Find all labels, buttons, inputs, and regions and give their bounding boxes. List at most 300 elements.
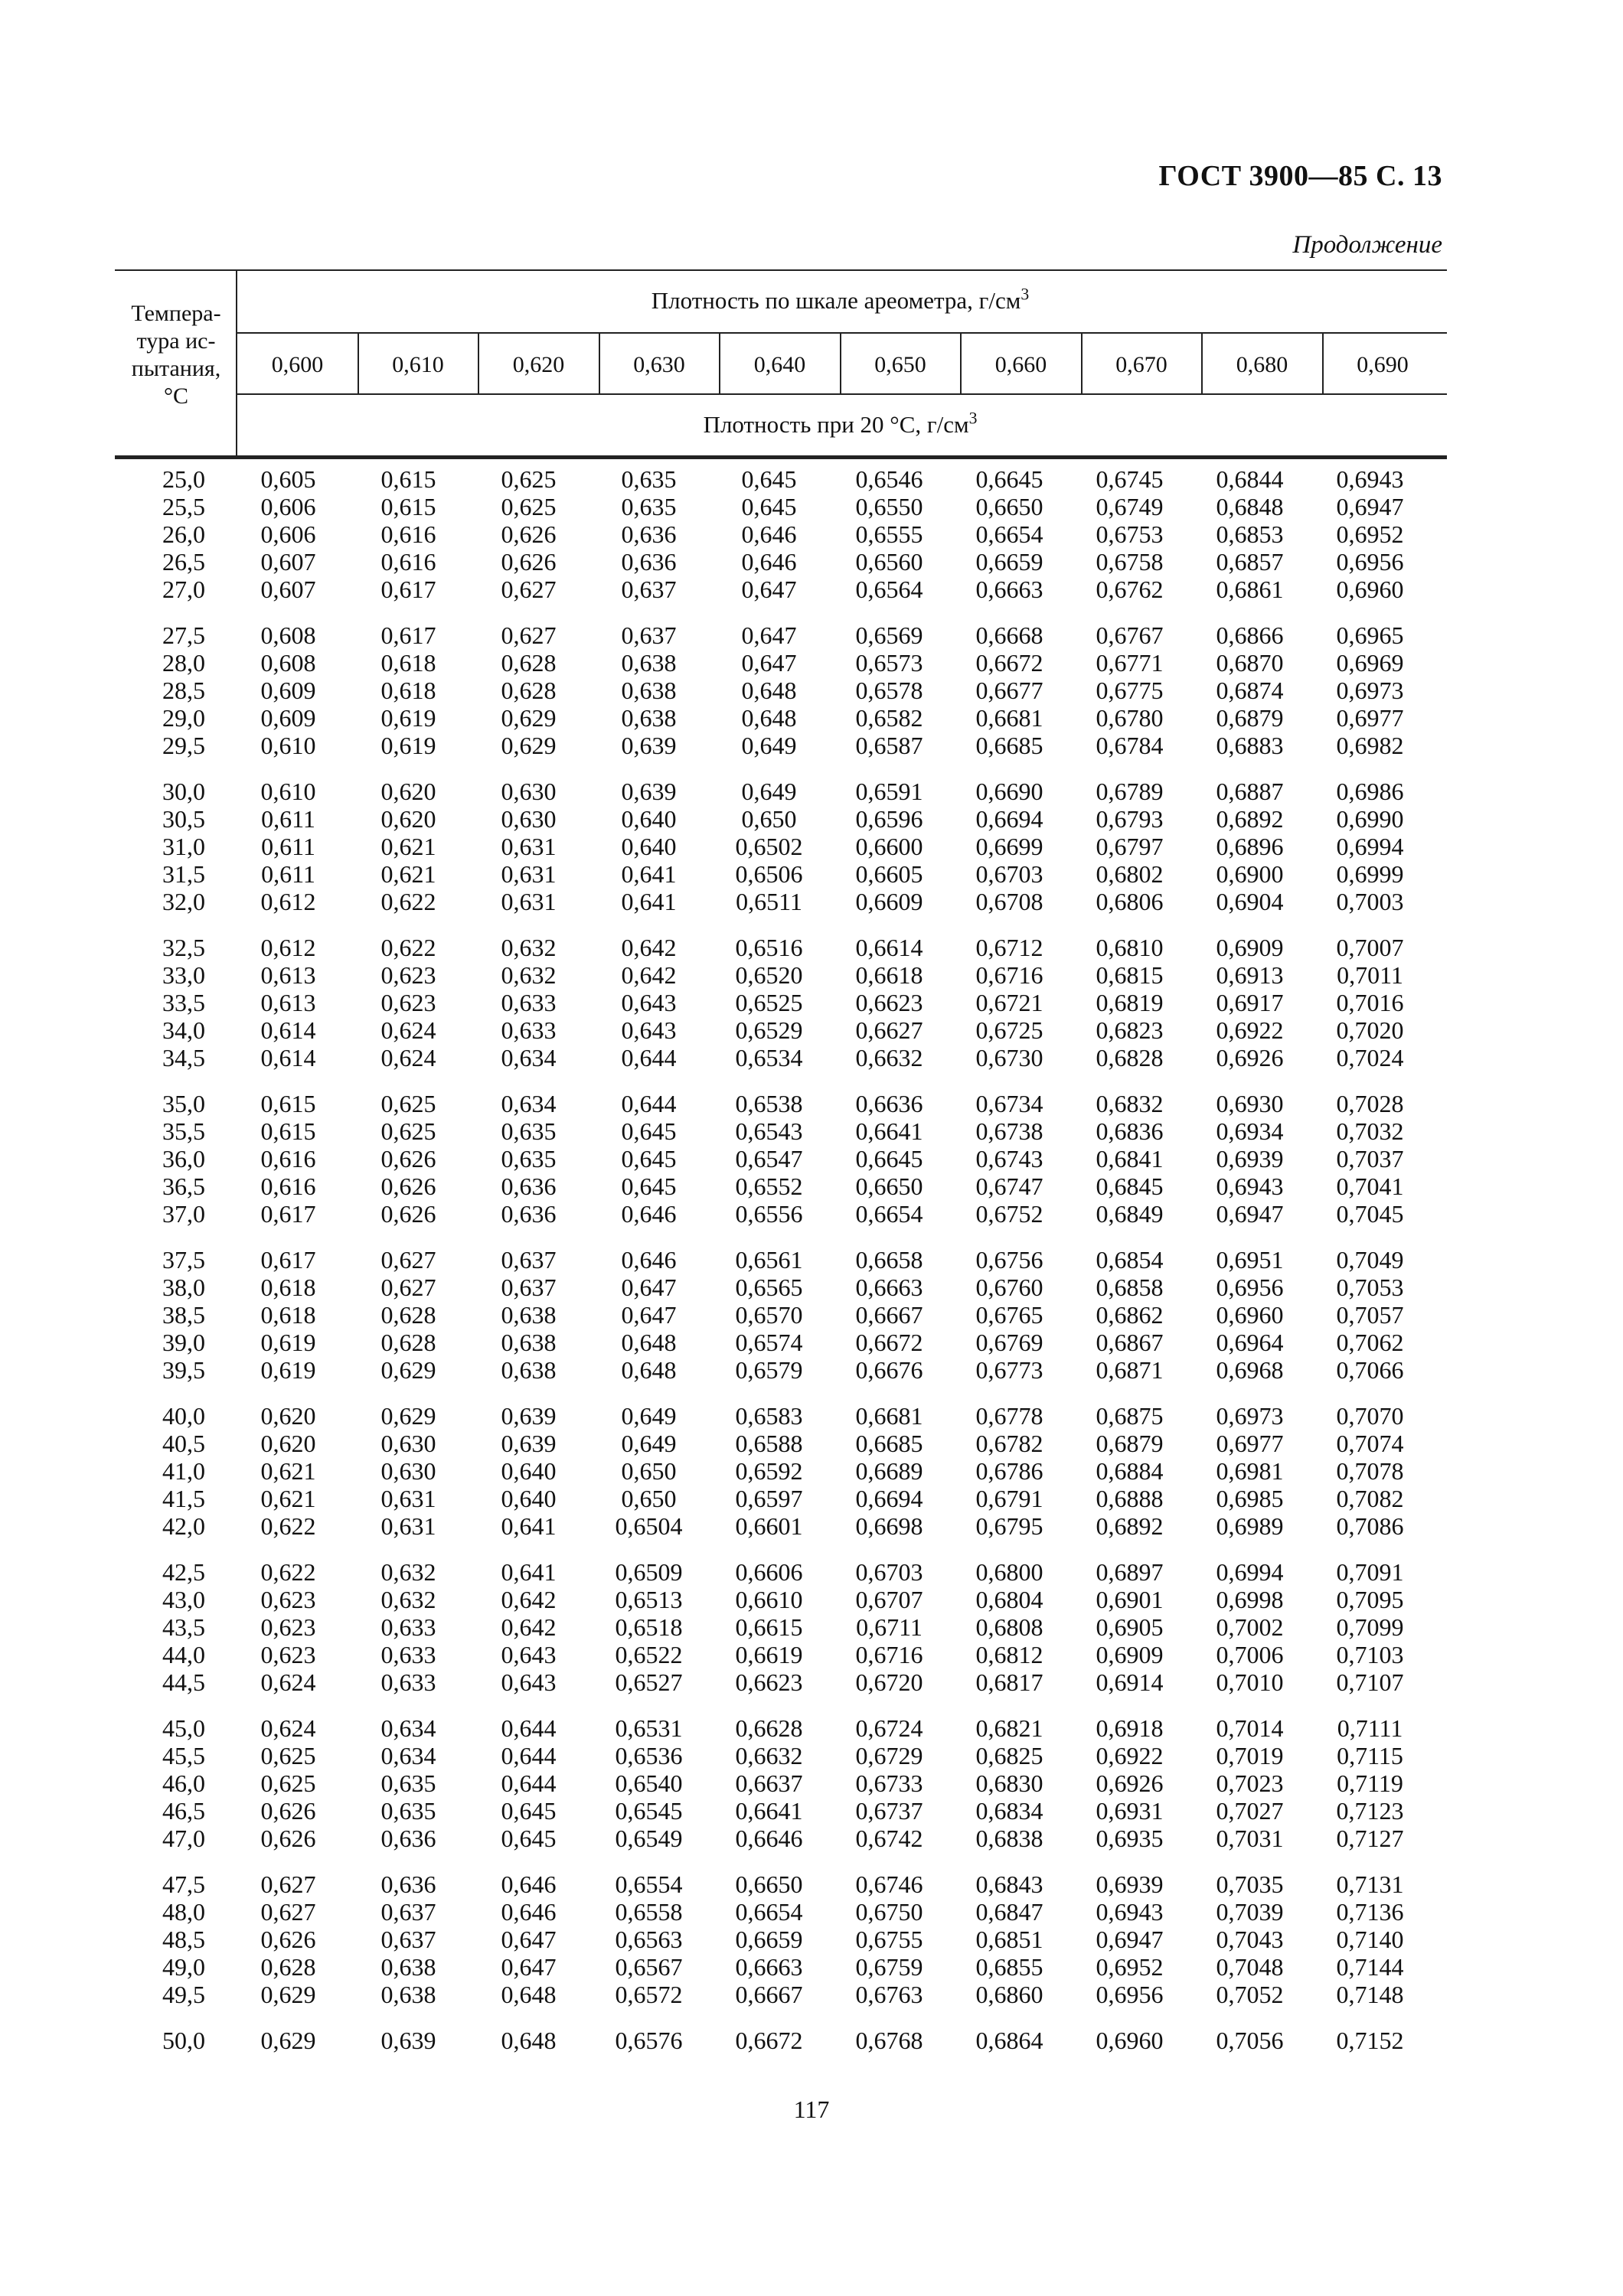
temperature-cell: 30,0 (162, 778, 205, 805)
density-cell: 0,615 (380, 465, 436, 493)
density-cell: 0,7052 (1216, 1981, 1284, 2008)
density-cell: 0,6502 (735, 833, 803, 860)
density-cell: 0,7086 (1336, 1512, 1404, 1540)
density-cell: 0,6935 (1096, 1825, 1164, 1852)
density-cell: 0,6712 (975, 934, 1043, 961)
density-cell: 0,644 (621, 1090, 677, 1117)
density-cell: 0,641 (501, 1558, 557, 1586)
density-cell: 0,6812 (975, 1641, 1043, 1668)
density-cell: 0,6875 (1096, 1402, 1164, 1430)
density-cell: 0,646 (501, 1870, 557, 1898)
density-cell: 0,611 (261, 805, 315, 833)
density-cell: 0,618 (380, 677, 436, 704)
density-column-header: 0,690 (1357, 352, 1409, 377)
density-cell: 0,6573 (855, 649, 923, 677)
density-cell: 0,6730 (975, 1044, 1043, 1071)
density-cell: 0,7062 (1336, 1329, 1404, 1356)
density-cell: 0,621 (260, 1485, 316, 1512)
density-cell: 0,633 (501, 989, 557, 1016)
density-cell: 0,7078 (1336, 1457, 1404, 1485)
density-cell: 0,6610 (735, 1586, 803, 1613)
density-cell: 0,616 (260, 1145, 316, 1172)
density-cell: 0,611 (261, 860, 315, 888)
density-cell: 0,6520 (735, 961, 803, 989)
table-row (115, 1246, 1447, 1274)
density-cell: 0,6636 (855, 1090, 923, 1117)
density-cell: 0,646 (741, 548, 797, 576)
density-cell: 0,6637 (735, 1769, 803, 1797)
row-group (115, 2027, 1447, 2054)
density-cell: 0,7023 (1216, 1769, 1284, 1797)
density-cell: 0,6952 (1096, 1953, 1164, 1981)
density-cell: 0,608 (260, 649, 316, 677)
density-cell: 0,6746 (855, 1870, 923, 1898)
temp-header-line: пытания, (131, 356, 221, 381)
density-cell: 0,620 (380, 778, 436, 805)
density-cell: 0,606 (260, 493, 316, 520)
density-cell: 0,635 (621, 465, 677, 493)
temperature-cell: 25,0 (162, 465, 205, 493)
density-cell: 0,7020 (1336, 1016, 1404, 1044)
density-cell: 0,645 (621, 1117, 677, 1145)
table-row (115, 1430, 1447, 1457)
density-cell: 0,6628 (735, 1714, 803, 1742)
temperature-cell: 47,5 (162, 1870, 205, 1898)
density-cell: 0,639 (380, 2027, 436, 2054)
density-cell: 0,6703 (855, 1558, 923, 1586)
hydrometer-density-header-text: Плотность по шкале ареометра, г/см (651, 287, 1021, 314)
density-cell: 0,7028 (1336, 1090, 1404, 1117)
density-cell: 0,6821 (975, 1714, 1043, 1742)
density-cell: 0,6960 (1336, 576, 1404, 603)
density-cell: 0,642 (501, 1586, 557, 1613)
hydrometer-density-header (237, 287, 1443, 315)
density-cell: 0,636 (380, 1870, 436, 1898)
density-cell: 0,615 (380, 493, 436, 520)
density-cell: 0,6565 (735, 1274, 803, 1301)
density-cell: 0,6943 (1216, 1172, 1284, 1200)
density-cell: 0,627 (260, 1898, 316, 1926)
temperature-cell: 43,0 (162, 1586, 205, 1613)
density-cell: 0,6672 (855, 1329, 923, 1356)
table-row (115, 732, 1447, 759)
density-cell: 0,610 (260, 778, 316, 805)
density-cell: 0,628 (501, 677, 557, 704)
density-cell: 0,7027 (1216, 1797, 1284, 1825)
density-cell: 0,634 (380, 1714, 436, 1742)
group-header-rule (237, 332, 1447, 334)
density-cell: 0,626 (260, 1797, 316, 1825)
density-cell: 0,625 (380, 1090, 436, 1117)
density-cell: 0,6791 (975, 1485, 1043, 1512)
table-row (115, 1668, 1447, 1696)
density-cell: 0,648 (501, 2027, 557, 2054)
density-cell: 0,7031 (1216, 1825, 1284, 1852)
density-cell: 0,7103 (1336, 1641, 1404, 1668)
density-cell: 0,6982 (1336, 732, 1404, 759)
density-cell: 0,6862 (1096, 1301, 1164, 1329)
density-cell: 0,6716 (975, 961, 1043, 989)
density-cell: 0,635 (501, 1117, 557, 1145)
density-cell: 0,6677 (975, 677, 1043, 704)
density-cell: 0,628 (380, 1329, 436, 1356)
density-cell: 0,6797 (1096, 833, 1164, 860)
density-cell: 0,614 (260, 1044, 316, 1071)
density-cell: 0,6614 (855, 934, 923, 961)
density-cell: 0,6659 (975, 548, 1043, 576)
density-cell: 0,6698 (855, 1512, 923, 1540)
density-cell: 0,631 (380, 1485, 436, 1512)
density-cell: 0,627 (501, 576, 557, 603)
density-cell: 0,644 (621, 1044, 677, 1071)
density-cell: 0,6668 (975, 621, 1043, 649)
density-cell: 0,632 (501, 934, 557, 961)
density-cell: 0,6716 (855, 1641, 923, 1668)
temperature-cell: 26,0 (162, 520, 205, 548)
density-cell: 0,6729 (855, 1742, 923, 1769)
table-row (115, 1586, 1447, 1613)
density-cell: 0,6857 (1216, 548, 1284, 576)
density-cell: 0,6560 (855, 548, 923, 576)
table-row (115, 548, 1447, 576)
density-cell: 0,7003 (1336, 888, 1404, 915)
density-cell: 0,647 (501, 1953, 557, 1981)
density-cell: 0,6836 (1096, 1117, 1164, 1145)
density-cell: 0,6547 (735, 1145, 803, 1172)
density-cell: 0,6887 (1216, 778, 1284, 805)
table-row (115, 1117, 1447, 1145)
density-cell: 0,7053 (1336, 1274, 1404, 1301)
table-row (115, 1558, 1447, 1586)
density-cell: 0,6897 (1096, 1558, 1164, 1586)
density-cell: 0,6755 (855, 1926, 923, 1953)
density-cell: 0,607 (260, 548, 316, 576)
density-cell: 0,649 (621, 1402, 677, 1430)
density-cell: 0,6956 (1336, 548, 1404, 576)
table-row (115, 934, 1447, 961)
density-cell: 0,616 (380, 548, 436, 576)
table-body (115, 465, 1447, 2073)
density-cell: 0,6780 (1096, 704, 1164, 732)
density-cell: 0,6550 (855, 493, 923, 520)
density-cell: 0,6725 (975, 1016, 1043, 1044)
density-cell: 0,6998 (1216, 1586, 1284, 1613)
density-cell: 0,6994 (1216, 1558, 1284, 1586)
density-cell: 0,635 (380, 1769, 436, 1797)
density-cell: 0,6917 (1216, 989, 1284, 1016)
density-cell: 0,6619 (735, 1641, 803, 1668)
density-cell: 0,6844 (1216, 465, 1284, 493)
density-cell: 0,7095 (1336, 1586, 1404, 1613)
density-cell: 0,6738 (975, 1117, 1043, 1145)
density-cell: 0,6845 (1096, 1172, 1164, 1200)
density-cell: 0,6563 (615, 1926, 683, 1953)
density-cell: 0,6931 (1096, 1797, 1164, 1825)
density-cell: 0,631 (501, 833, 557, 860)
density-cell: 0,646 (741, 520, 797, 548)
density-cell: 0,609 (260, 677, 316, 704)
temperature-cell: 33,5 (162, 989, 205, 1016)
density-cell: 0,6922 (1216, 1016, 1284, 1044)
density-cell: 0,7136 (1336, 1898, 1404, 1926)
table-row (115, 1274, 1447, 1301)
density-cell: 0,620 (260, 1430, 316, 1457)
density-cell: 0,638 (380, 1953, 436, 1981)
density-cell: 0,642 (621, 934, 677, 961)
temperature-cell: 41,5 (162, 1485, 205, 1512)
density-cell: 0,7152 (1336, 2027, 1404, 2054)
density-cell: 0,630 (501, 778, 557, 805)
density-cell: 0,6960 (1096, 2027, 1164, 2054)
density-cell: 0,633 (380, 1613, 436, 1641)
density-column-header: 0,660 (994, 352, 1047, 377)
density-cell: 0,629 (380, 1402, 436, 1430)
table-row (115, 1797, 1447, 1825)
density-cell: 0,7119 (1337, 1769, 1403, 1797)
density-cell: 0,612 (260, 934, 316, 961)
density-cell: 0,637 (380, 1898, 436, 1926)
temperature-cell: 26,5 (162, 548, 205, 576)
density-cell: 0,622 (380, 888, 436, 915)
temperature-cell: 50,0 (162, 2027, 205, 2054)
density-cell: 0,632 (380, 1558, 436, 1586)
density-cell: 0,6555 (855, 520, 923, 548)
density-cell: 0,7035 (1216, 1870, 1284, 1898)
density-cell: 0,6771 (1096, 649, 1164, 677)
density-cell: 0,6977 (1336, 704, 1404, 732)
density-cell: 0,6694 (975, 805, 1043, 833)
density-cell: 0,6597 (735, 1485, 803, 1512)
density-cell: 0,619 (260, 1329, 316, 1356)
density-cell: 0,638 (501, 1356, 557, 1384)
density-cell: 0,6956 (1216, 1274, 1284, 1301)
density-cell: 0,6667 (855, 1301, 923, 1329)
density-column-header: 0,620 (512, 352, 565, 377)
density-cell: 0,624 (380, 1016, 436, 1044)
temperature-cell: 47,0 (162, 1825, 205, 1852)
temperature-cell: 48,5 (162, 1926, 205, 1953)
density-cell: 0,6847 (975, 1898, 1043, 1926)
table-row (115, 888, 1447, 915)
density-cell: 0,7070 (1336, 1402, 1404, 1430)
density-cell: 0,6784 (1096, 732, 1164, 759)
density-cell: 0,649 (621, 1430, 677, 1457)
density-cell: 0,617 (380, 621, 436, 649)
density-cell: 0,6708 (975, 888, 1043, 915)
density-cell: 0,6828 (1096, 1044, 1164, 1071)
density-cell: 0,6659 (735, 1926, 803, 1953)
table-row (115, 1926, 1447, 1953)
density-cell: 0,623 (380, 989, 436, 1016)
density-cell: 0,633 (501, 1016, 557, 1044)
density-cell: 0,6800 (975, 1558, 1043, 1586)
temperature-cell: 30,5 (162, 805, 205, 833)
density-cell: 0,6922 (1096, 1742, 1164, 1769)
density-cell: 0,647 (621, 1301, 677, 1329)
density-cell: 0,6615 (735, 1613, 803, 1641)
density-cell: 0,619 (260, 1356, 316, 1384)
density-cell: 0,7127 (1336, 1825, 1404, 1852)
density-cell: 0,6658 (855, 1246, 923, 1274)
density-cell: 0,615 (260, 1090, 316, 1117)
density-cell: 0,611 (261, 833, 315, 860)
density-cell: 0,636 (380, 1825, 436, 1852)
density-cell: 0,635 (380, 1797, 436, 1825)
table-header-bottom-rule (115, 455, 1447, 459)
density-cell: 0,618 (380, 649, 436, 677)
density-cell: 0,6892 (1216, 805, 1284, 833)
density-cell: 0,6768 (855, 2027, 923, 2054)
density-cell: 0,641 (501, 1512, 557, 1540)
density-cell: 0,636 (621, 520, 677, 548)
density-column-header: 0,640 (753, 352, 806, 377)
density-cell: 0,6999 (1336, 860, 1404, 888)
density-cell: 0,6681 (855, 1402, 923, 1430)
density-cell: 0,6667 (735, 1981, 803, 2008)
temperature-cell: 33,0 (162, 961, 205, 989)
temperature-cell: 39,0 (162, 1329, 205, 1356)
density-cell: 0,609 (260, 704, 316, 732)
density-cell: 0,6699 (975, 833, 1043, 860)
density-cell: 0,6853 (1216, 520, 1284, 548)
density-cell: 0,607 (260, 576, 316, 603)
temperature-cell: 48,0 (162, 1898, 205, 1926)
density-cell: 0,6823 (1096, 1016, 1164, 1044)
density-cell: 0,619 (380, 704, 436, 732)
temperature-cell: 34,0 (162, 1016, 205, 1044)
continuation-label: Продолжение (1292, 231, 1442, 259)
density-cell: 0,6663 (855, 1274, 923, 1301)
density-cell: 0,6913 (1216, 961, 1284, 989)
density-cell: 0,6564 (855, 576, 923, 603)
temperature-cell: 35,0 (162, 1090, 205, 1117)
density-cell: 0,6879 (1216, 704, 1284, 732)
density-cell: 0,618 (260, 1274, 316, 1301)
density-cell: 0,6645 (855, 1145, 923, 1172)
density-cell: 0,6789 (1096, 778, 1164, 805)
density-cell: 0,647 (741, 649, 797, 677)
temperature-cell: 28,0 (162, 649, 205, 677)
density-cell: 0,613 (260, 961, 316, 989)
density-cell: 0,6968 (1216, 1356, 1284, 1384)
temperature-cell: 41,0 (162, 1457, 205, 1485)
density-cell: 0,7045 (1336, 1200, 1404, 1228)
density-cell: 0,6588 (735, 1430, 803, 1457)
density-cell: 0,622 (380, 934, 436, 961)
density-cell: 0,629 (380, 1356, 436, 1384)
table-row (115, 860, 1447, 888)
density-cell: 0,6650 (855, 1172, 923, 1200)
density-cell: 0,6543 (735, 1117, 803, 1145)
table-row (115, 1769, 1447, 1797)
density-cell: 0,626 (260, 1825, 316, 1852)
density-cell: 0,6513 (615, 1586, 683, 1613)
density-cell: 0,639 (621, 778, 677, 805)
temperature-cell: 42,5 (162, 1558, 205, 1586)
density-cell: 0,6866 (1216, 621, 1284, 649)
temperature-cell: 25,5 (162, 493, 205, 520)
density-cell: 0,6888 (1096, 1485, 1164, 1512)
density-cell: 0,6681 (975, 704, 1043, 732)
density-cell: 0,631 (501, 888, 557, 915)
density-cell: 0,7043 (1216, 1926, 1284, 1953)
table-row (115, 961, 1447, 989)
density-cell: 0,636 (501, 1172, 557, 1200)
density-cell: 0,643 (501, 1668, 557, 1696)
density-cell: 0,6851 (975, 1926, 1043, 1953)
density-at-20-header-text: Плотность при 20 °С, г/см (703, 411, 969, 438)
density-cell: 0,7123 (1336, 1797, 1404, 1825)
row-group (115, 621, 1447, 759)
density-cell: 0,6650 (975, 493, 1043, 520)
density-cell: 0,630 (380, 1457, 436, 1485)
density-cell: 0,6623 (855, 989, 923, 1016)
density-cell: 0,6819 (1096, 989, 1164, 1016)
density-cell: 0,626 (260, 1926, 316, 1953)
density-cell: 0,6583 (735, 1402, 803, 1430)
temperature-cell: 49,5 (162, 1981, 205, 2008)
density-cell: 0,641 (621, 888, 677, 915)
table-row (115, 833, 1447, 860)
density-cell: 0,6926 (1096, 1769, 1164, 1797)
density-cell: 0,6909 (1096, 1641, 1164, 1668)
table-row (115, 1512, 1447, 1540)
density-cell: 0,7007 (1336, 934, 1404, 961)
density-cell: 0,7115 (1337, 1742, 1403, 1769)
density-cell: 0,7074 (1336, 1430, 1404, 1457)
density-cell: 0,6806 (1096, 888, 1164, 915)
temperature-cell: 36,0 (162, 1145, 205, 1172)
row-group (115, 1714, 1447, 1852)
density-cell: 0,7066 (1336, 1356, 1404, 1384)
table-row (115, 1016, 1447, 1044)
density-cell: 0,648 (621, 1356, 677, 1384)
table-row (115, 2027, 1447, 2054)
density-cell: 0,649 (741, 732, 797, 759)
density-cell: 0,637 (380, 1926, 436, 1953)
density-cell: 0,6773 (975, 1356, 1043, 1384)
density-cell: 0,6896 (1216, 833, 1284, 860)
density-cell: 0,6511 (736, 888, 802, 915)
density-cell: 0,634 (501, 1090, 557, 1117)
table-row (115, 1898, 1447, 1926)
density-cell: 0,627 (260, 1870, 316, 1898)
table-row (115, 805, 1447, 833)
density-cell: 0,6632 (735, 1742, 803, 1769)
density-cell: 0,6810 (1096, 934, 1164, 961)
density-cell: 0,621 (380, 833, 436, 860)
density-cell: 0,6879 (1096, 1430, 1164, 1457)
density-cell: 0,6707 (855, 1586, 923, 1613)
density-cell: 0,639 (501, 1402, 557, 1430)
density-column-header: 0,600 (271, 352, 324, 377)
temp-header-line: °С (163, 383, 188, 409)
density-cell: 0,641 (621, 860, 677, 888)
density-cell: 0,6685 (855, 1430, 923, 1457)
density-cell: 0,6808 (975, 1613, 1043, 1641)
density-cell: 0,6870 (1216, 649, 1284, 677)
density-cell: 0,7148 (1336, 1981, 1404, 2008)
density-cell: 0,6749 (1096, 493, 1164, 520)
density-cell: 0,6672 (735, 2027, 803, 2054)
density-cell: 0,645 (621, 1172, 677, 1200)
density-cell: 0,6943 (1096, 1898, 1164, 1926)
density-cell: 0,6815 (1096, 961, 1164, 989)
density-cell: 0,6871 (1096, 1356, 1164, 1384)
density-cell: 0,606 (260, 520, 316, 548)
density-cell: 0,6901 (1096, 1586, 1164, 1613)
density-cell: 0,6734 (975, 1090, 1043, 1117)
